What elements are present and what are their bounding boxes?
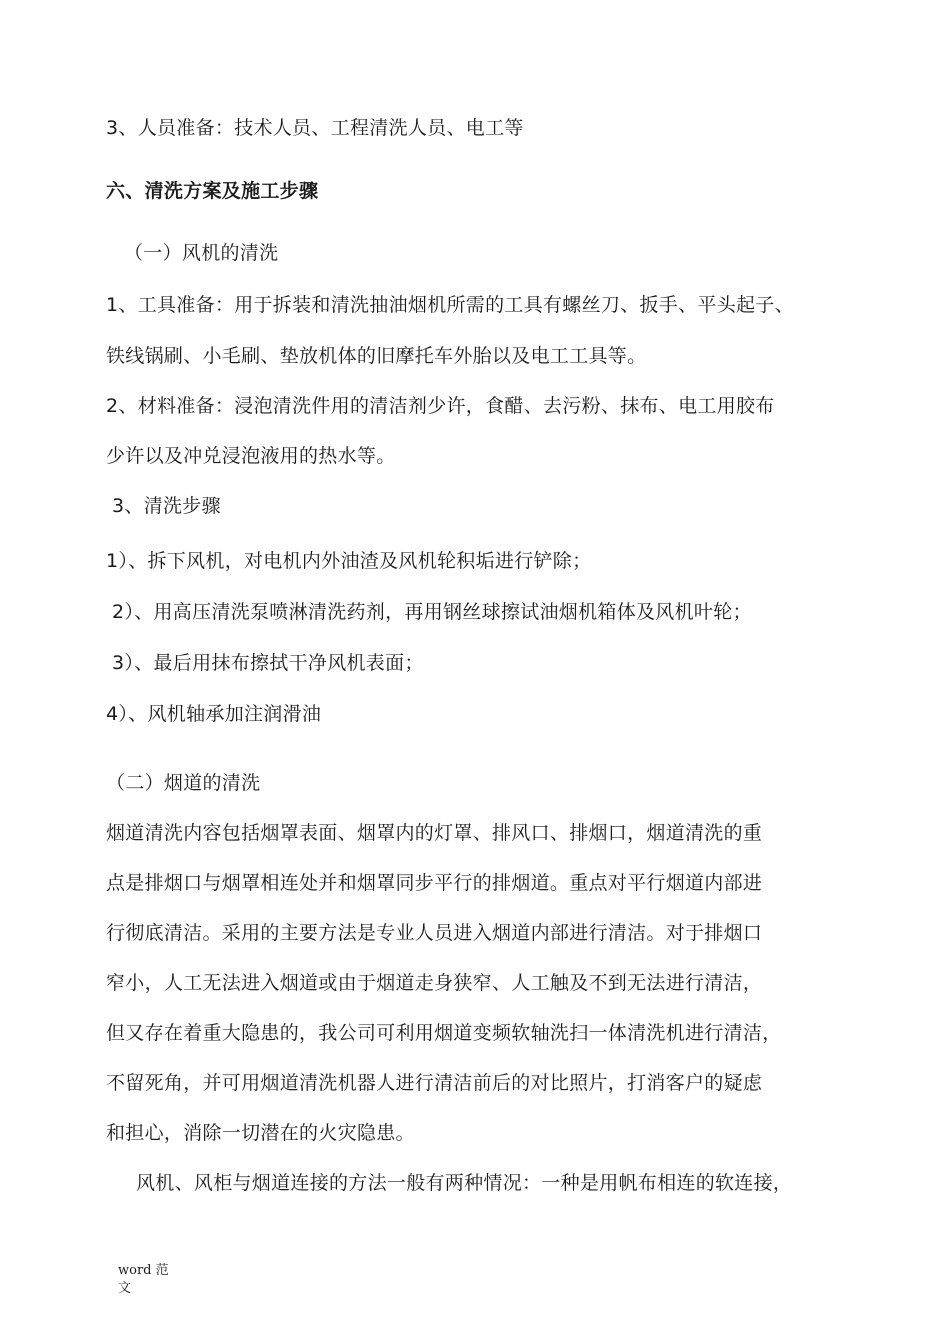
step-4-line: 4）、风机轴承加注润滑油 bbox=[106, 703, 322, 725]
duct-paragraph-line-3: 行彻底清洁。采用的主要方法是专业人员进入烟道内部进行清洁。对于排烟口 bbox=[106, 922, 763, 944]
staff-preparation-line: 3、人员准备：技术人员、工程清洗人员、电工等 bbox=[106, 117, 524, 139]
duct-paragraph-line-2: 点是排烟口与烟罩相连处并和烟罩同步平行的排烟道。重点对平行烟道内部进 bbox=[106, 872, 763, 894]
tool-preparation-line-2: 铁线锅刷、小毛刷、垫放机体的旧摩托车外胎以及电工工具等。 bbox=[106, 345, 647, 367]
section-six-heading: 六、清洗方案及施工步骤 bbox=[106, 180, 319, 202]
duct-paragraph-line-4: 窄小，人工无法进入烟道或由于烟道走身狭窄、人工触及不到无法进行清洁， bbox=[106, 972, 763, 994]
duct-paragraph-line-6: 不留死角，并可用烟道清洗机器人进行清洁前后的对比照片，打消客户的疑虑 bbox=[106, 1072, 763, 1094]
step-3-line: 3）、最后用抹布擦拭干净风机表面； bbox=[112, 652, 424, 674]
tool-preparation-line-1: 1、工具准备：用于拆装和清洗抽油烟机所需的工具有螺丝刀、扳手、平头起子、 bbox=[106, 294, 794, 316]
material-preparation-line-2: 少许以及冲兑浸泡液用的热水等。 bbox=[106, 445, 396, 467]
duct-paragraph-line-1: 烟道清洗内容包括烟罩表面、烟罩内的灯罩、排风口、排烟口，烟道清洗的重 bbox=[106, 822, 763, 844]
cleaning-steps-heading: 3、清洗步骤 bbox=[112, 495, 221, 517]
duct-paragraph-line-5: 但又存在着重大隐患的，我公司可利用烟道变频软轴洗扫一体清洗机进行清洁， bbox=[106, 1022, 782, 1044]
material-preparation-line-1: 2、材料准备：浸泡清洗件用的清洁剂少许，食醋、去污粉、抹布、电工用胶布 bbox=[106, 395, 775, 417]
step-2-line: 2）、用高压清洗泵喷淋清洗药剂，再用钢丝球擦试油烟机箱体及风机叶轮； bbox=[112, 601, 752, 623]
subsection-fan-heading: （一）风机的清洗 bbox=[124, 242, 279, 264]
duct-paragraph-line-7: 和担心，消除一切潜在的火灾隐患。 bbox=[106, 1122, 415, 1144]
connection-paragraph-line-1: 风机、风柜与烟道连接的方法一般有两种情况：一种是用帆布相连的软连接， bbox=[136, 1172, 793, 1194]
subsection-duct-heading: （二）烟道的清洗 bbox=[106, 772, 261, 794]
step-1-line: 1）、拆下风机，对电机内外油渣及风机轮积垢进行铲除； bbox=[106, 550, 592, 572]
page-footer: word 范文 bbox=[118, 1263, 169, 1296]
